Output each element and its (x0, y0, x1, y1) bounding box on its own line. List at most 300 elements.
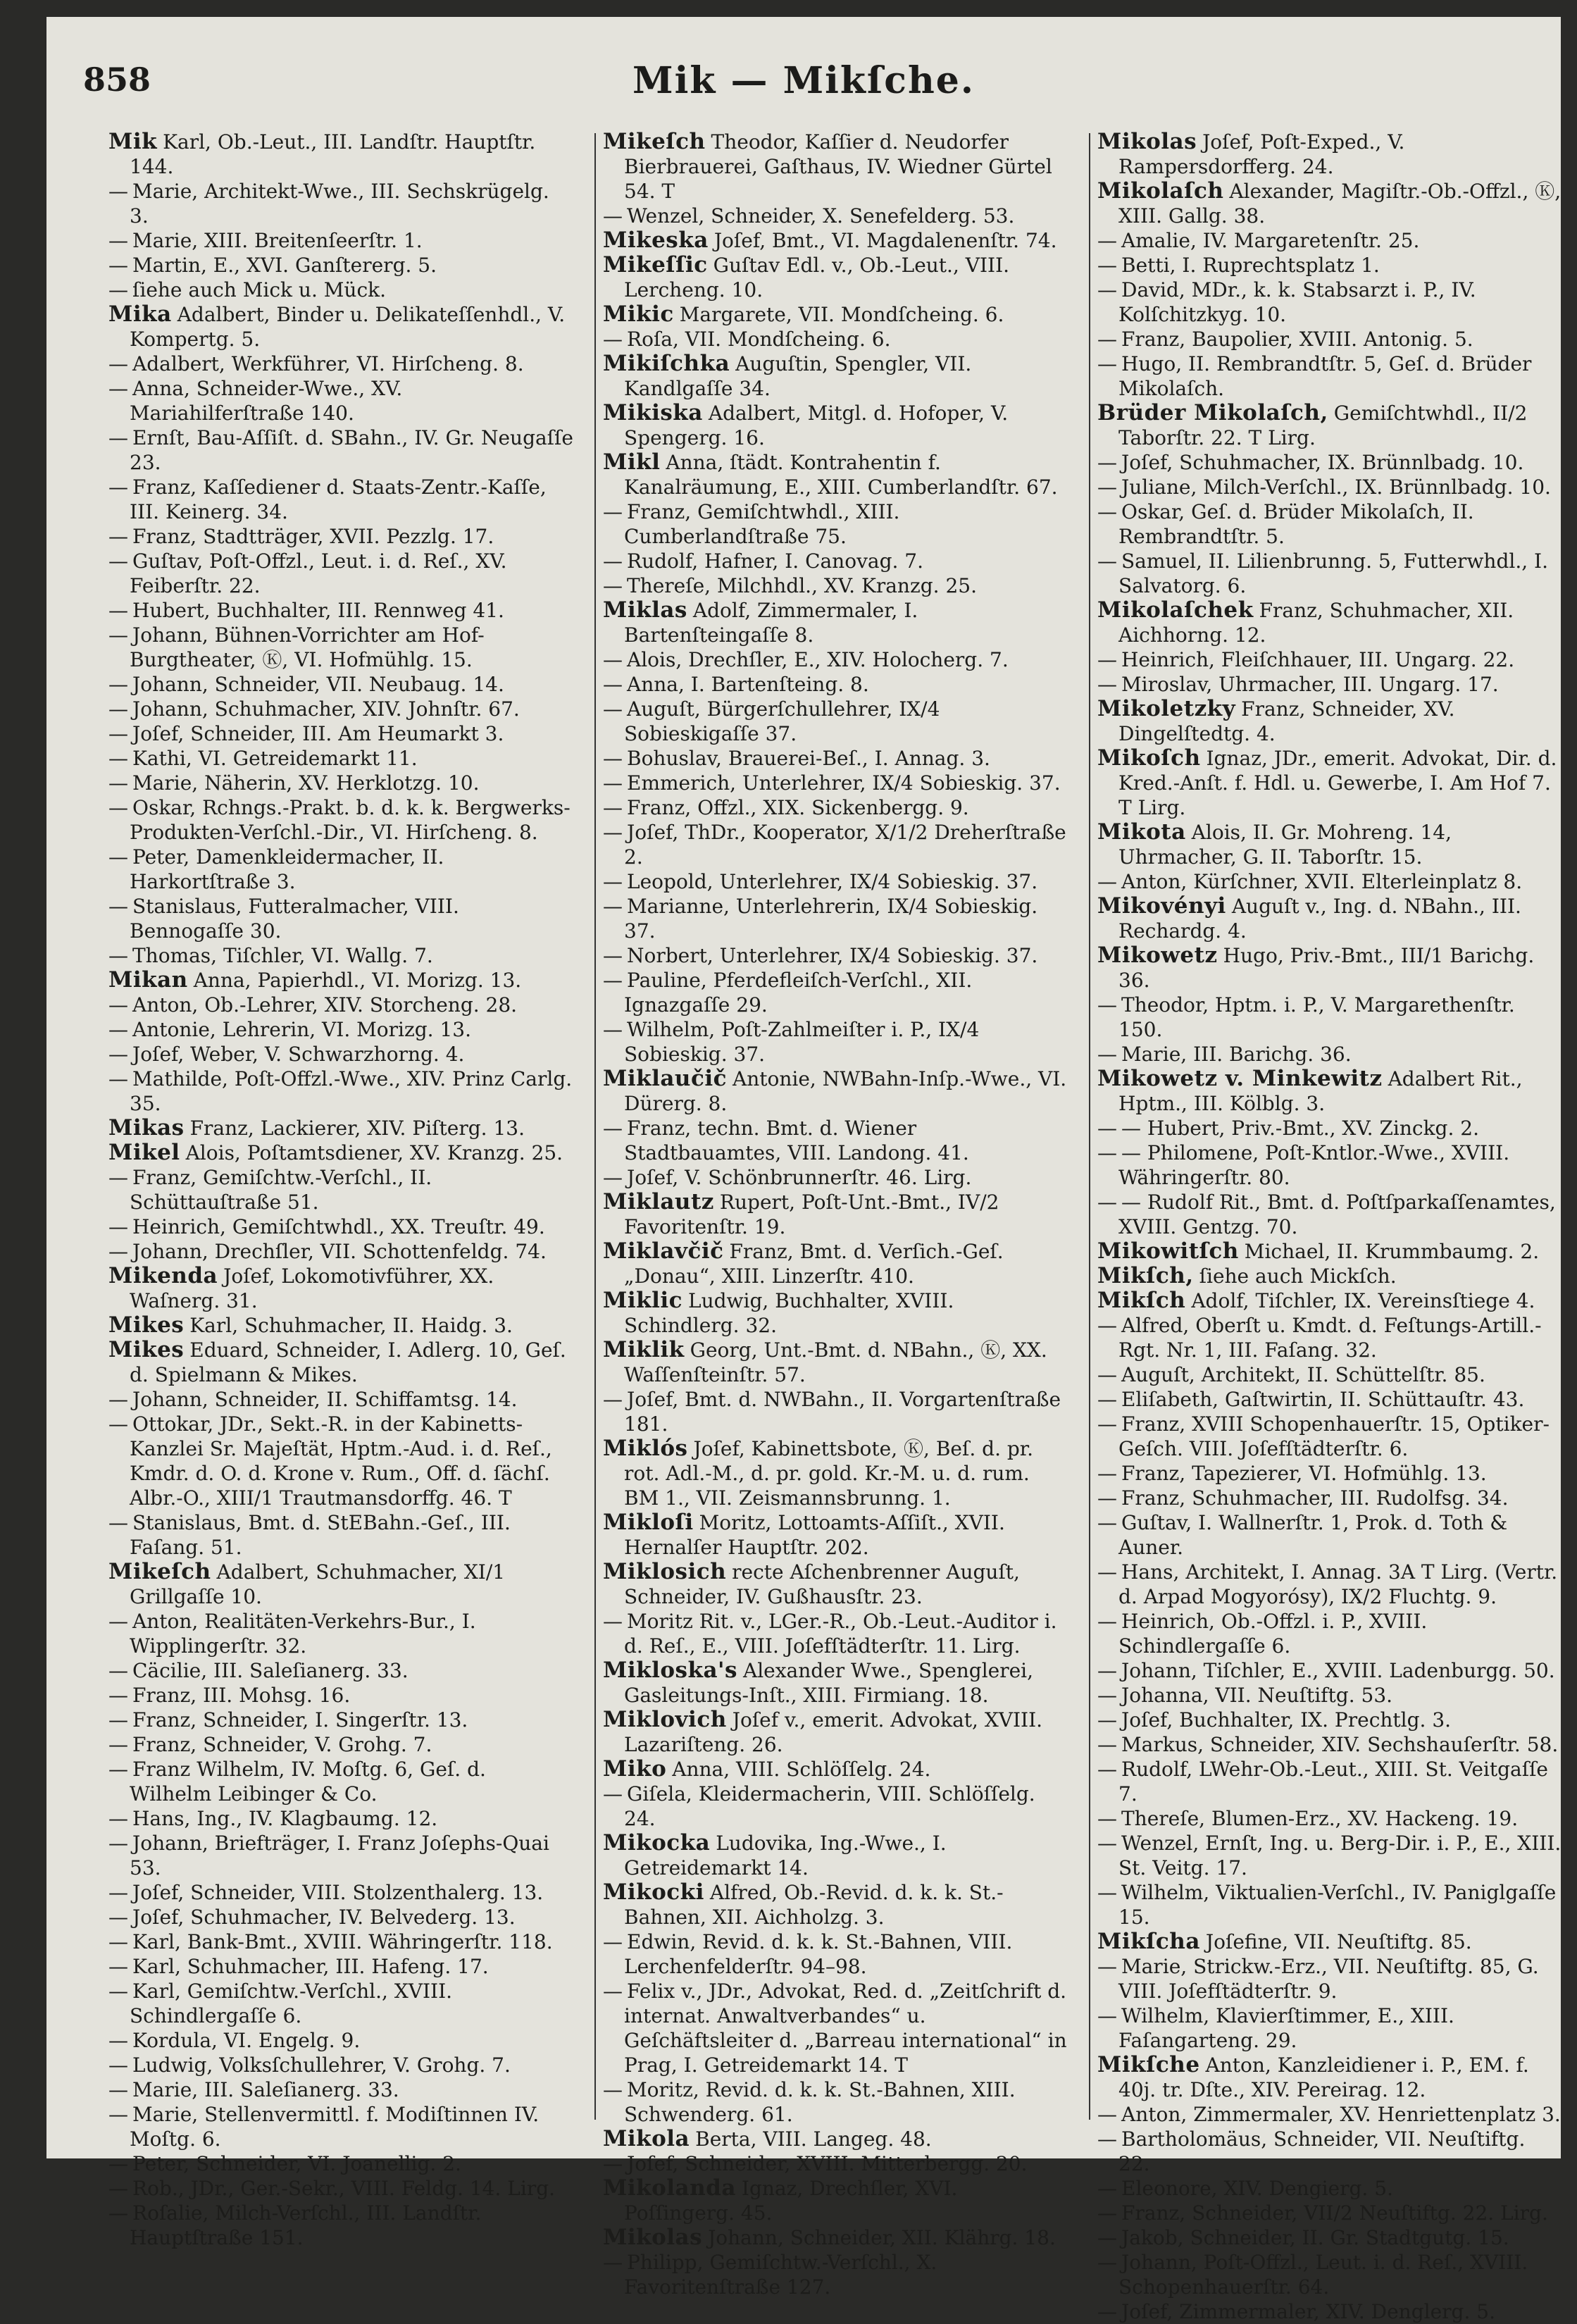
ditto-dash: — (108, 697, 128, 721)
entry-text: Norbert, Unterlehrer, IX/4 Sobieskig. 37. (627, 944, 1038, 967)
directory-entry (108, 1264, 573, 1313)
entry-surname: Mikloſi (603, 1510, 694, 1535)
entry-text: Wilhelm, Klavierſtimmer, E., XIII. Faſangarteng. 29. (1118, 2004, 1454, 2052)
entry-text: Ignaz, JDr., emerit. Advokat, Dir. d. Kred.-Anſt. f. Hdl. u. Gewerbe, I. Am Hof 7. T Lirg. (1118, 747, 1557, 819)
ditto-dash: — (108, 722, 128, 745)
entry-surname: Miklic (603, 1288, 682, 1313)
ditto-dash: — (108, 1610, 128, 1633)
ditto-dash: — (108, 796, 128, 819)
entry-text: Marie, Näherin, XV. Herklotzg. 10. (132, 771, 480, 795)
entry-text: Wenzel, Ernſt, Ing. u. Berg-Dir. i. P., E., XIII. St. Veitg. 17. (1118, 1832, 1562, 1879)
entry-text: Peter, Damenkleidermacher, II. Harkortſtraße 3. (130, 845, 444, 893)
entry-surname: Mikeſch (108, 1559, 211, 1584)
entry-text: Johann, Schuhmacher, XIV. Johnſtr. 67. (132, 697, 520, 721)
directory-entry (603, 1116, 1068, 1165)
ditto-dash: — (108, 2053, 128, 2077)
entry-text: Adalbert, Schuhmacher, XI/1 Grillgaſſe 10. (130, 1560, 506, 1608)
directory-entry (1097, 2225, 1562, 2250)
entry-text: Johann, Schneider, XII. Klährg. 18. (708, 2226, 1056, 2249)
entry-surname: Miklautz (603, 1189, 714, 1214)
ditto-dash: — (1097, 2201, 1117, 2225)
ditto-dash: — (1097, 993, 1117, 1017)
entry-text: Rob., JDr., Ger.-Sekr., VIII. Feldg. 14. Lirg. (132, 2177, 556, 2200)
directory-entry (1097, 1412, 1562, 1461)
entry-text: Joſefine, VII. Neuſtiftg. 85. (1205, 1930, 1472, 1953)
ditto-dash: — (1097, 1462, 1117, 1485)
entry-text: — Philomene, Poſt-Kntlor.-Wwe., XVIII. Währingerſtr. 80. (1118, 1141, 1510, 1189)
entry-text: Thereſe, Blumen-Erz., XV. Hackeng. 19. (1121, 1807, 1519, 1830)
entry-text: Anna, ſtädt. Kontrahentin f. Kanalräumung, E., XIII. Cumberlandſtr. 67. (624, 451, 1058, 499)
entry-surname: Mikel (108, 1140, 180, 1165)
directory-entry (603, 2176, 1068, 2225)
directory-entry (603, 746, 1068, 771)
directory-entry (1097, 1510, 1562, 1560)
directory-entry (603, 2225, 1068, 2250)
directory-entry (603, 1658, 1068, 1708)
ditto-dash: — (603, 1980, 623, 2003)
directory-entry (108, 746, 573, 771)
directory-entry (603, 1338, 1068, 1387)
entry-text: Jakob, Schneider, II. Gr. Stadtgutg. 15. (1121, 2226, 1509, 2249)
directory-entry (1097, 1239, 1562, 1264)
directory-entry (108, 1387, 573, 1412)
directory-entry (108, 278, 573, 302)
entry-text: Marie, Strickw.-Erz., VII. Neuſtiftg. 85, G. VIII. Joſefſtädterſtr. 9. (1118, 1955, 1539, 2003)
directory-entry (1097, 1042, 1562, 1067)
directory-entry (1097, 475, 1562, 499)
directory-entry (603, 869, 1068, 894)
directory-entry (108, 1510, 573, 1560)
directory-entry (108, 1214, 573, 1239)
directory-entry (1097, 672, 1562, 697)
ditto-dash: — (108, 993, 128, 1017)
directory-entry (1097, 278, 1562, 327)
directory-entry (108, 1042, 573, 1067)
directory-entry (1097, 894, 1562, 943)
entry-text: David, MDr., k. k. Stabsarzt i. P., IV. Kolſchitzkyg. 10. (1118, 278, 1476, 326)
directory-entry (108, 1338, 573, 1387)
entry-text: Kordula, VI. Engelg. 9. (132, 2029, 361, 2052)
ditto-dash: — (1097, 673, 1117, 696)
entry-text: ſiehe auch Mickſch. (1199, 1264, 1397, 1288)
ditto-dash: — (1097, 549, 1117, 573)
ditto-dash: — (603, 1388, 623, 1411)
directory-entry (108, 1954, 573, 1979)
directory-entry (603, 573, 1068, 598)
entry-text: Stanislaus, Futteralmacher, VIII. Bennogaſſe 30. (130, 895, 459, 943)
directory-entry (108, 1017, 573, 1042)
ditto-dash: — (108, 1807, 128, 1830)
directory-entry (108, 130, 573, 179)
directory-entry (603, 943, 1068, 968)
directory-entry (108, 1141, 573, 1165)
directory-entry (108, 795, 573, 845)
directory-entry (1097, 2102, 1562, 2127)
ditto-dash: — (108, 1733, 128, 1756)
entry-text: Marie, III. Saleſianerg. 33. (132, 2078, 399, 2101)
ditto-dash: — (1097, 2177, 1117, 2200)
entry-text: Ludovika, Ing.-Wwe., I. Getreidemarkt 14. (624, 1832, 947, 1879)
entry-text: Roſalie, Milch-Verſchl., III. Landſtr. Hauptſtraße 151. (130, 2201, 482, 2249)
directory-entry (1097, 1116, 1562, 1141)
directory-entry (108, 1806, 573, 1831)
entry-surname: Mikenda (108, 1263, 218, 1288)
entry-surname: Miklovich (603, 1707, 727, 1732)
entry-text: Moritz, Revid. d. k. k. St.-Bahnen, XIII. Schwenderg. 61. (624, 2078, 1016, 2126)
entry-text: Giſela, Kleidermacherin, VIII. Schlöſſelg. 24. (624, 1782, 1035, 1830)
entry-text: Roſa, VII. Mondſcheing. 6. (627, 328, 891, 351)
column-2 (603, 129, 1068, 2299)
entry-surname: Miklas (603, 597, 687, 623)
entry-text: Stanislaus, Bmt. d. StEBahn.-Gеſ., III. Faſang. 51. (130, 1511, 511, 1559)
directory-entry (108, 376, 573, 425)
directory-entry (603, 1165, 1068, 1190)
entry-surname: Mikloska's (603, 1658, 737, 1683)
column-1 (108, 129, 573, 2249)
entry-surname: Mikeska (603, 228, 709, 253)
directory-entry (603, 894, 1068, 943)
directory-entry (108, 1609, 573, 1658)
directory-entry (108, 697, 573, 721)
entry-text: Guſtav Edl. v., Ob.-Leut., VIII. Lercheng. 10. (624, 254, 1010, 302)
ditto-dash: — (603, 895, 623, 918)
ditto-dash: — (603, 2251, 623, 2274)
entry-text: Franz, Lackierer, XIV. Piſterg. 13. (189, 1117, 525, 1140)
directory-entry (1097, 1190, 1562, 1239)
entry-surname: Mikota (1097, 819, 1186, 845)
directory-entry (1097, 2003, 1562, 2053)
directory-entry (603, 253, 1068, 302)
entry-surname: Miklaučič (603, 1066, 727, 1091)
directory-entry (1097, 1141, 1562, 1190)
ditto-dash: — (1097, 1486, 1117, 1510)
ditto-dash: — (108, 180, 128, 203)
directory-entry (603, 697, 1068, 746)
entry-text: Franz, Schuhmacher, III. Rudolfsg. 34. (1121, 1486, 1509, 1510)
directory-entry (603, 968, 1068, 1017)
entry-text: Guſtav, I. Wallnerſtr. 1, Prok. d. Toth & Auner. (1118, 1511, 1508, 1559)
ditto-dash: — (1097, 2300, 1117, 2323)
ditto-dash: — (1097, 1117, 1117, 1140)
directory-entry (108, 1930, 573, 1954)
entry-text: Peter, Schneider, VI. Joanellig. 2. (132, 2152, 461, 2175)
directory-entry (1097, 130, 1562, 179)
entry-text: Edwin, Revid. d. k. k. St.-Bahnen, VIII. Lerchenfelderſtr. 94–98. (624, 1930, 1013, 1978)
ditto-dash: — (108, 254, 128, 277)
directory-entry (108, 1239, 573, 1264)
entry-surname: Mikocka (603, 1830, 711, 1856)
directory-entry (1097, 253, 1562, 278)
entry-text: Georg, Unt.-Bmt. d. NBahn., Ⓚ, XX. Waſſenſteinſtr. 57. (624, 1338, 1047, 1386)
entry-surname: Mikocki (603, 1879, 704, 1905)
directory-entry (1097, 1658, 1562, 1683)
entry-text: Heinrich, Ob.-Offzl. i. P., XVIII. Schindlergaſſe 6. (1118, 1610, 1428, 1658)
entry-surname: Mikolaſch (1097, 178, 1224, 204)
entry-surname: Mikeſch (603, 129, 706, 154)
directory-entry (1097, 1609, 1562, 1658)
ditto-dash: — (1097, 229, 1117, 252)
ditto-dash: — (108, 2029, 128, 2052)
ditto-dash: — (603, 1117, 623, 1140)
entry-text: Franz, Gemiſchtw.-Verſchl., II. Schüttauſtraße 51. (130, 1166, 432, 1214)
ditto-dash: — (603, 549, 623, 573)
entry-text: Joſef, Schneider, VIII. Stolzenthalerg. 13. (132, 1881, 544, 1904)
ditto-dash: — (603, 574, 623, 597)
directory-entry (1097, 869, 1562, 894)
directory-entry (108, 425, 573, 475)
entry-text: Auguſtin, Spengler, VII. Kandlgaſſe 34. (624, 352, 972, 400)
ditto-dash: — (603, 2078, 623, 2101)
ditto-dash: — (108, 1881, 128, 1904)
ditto-dash: — (108, 1215, 128, 1238)
ditto-dash: — (108, 771, 128, 795)
entry-text: — Rudolf Rit., Bmt. d. Poſtſparkaſſenamtes, XVIII. Gentzg. 70. (1118, 1191, 1556, 1238)
entry-text: Oskar, Gеſ. d. Brüder Mikolaſch, II. Rembrandtſtr. 5. (1118, 500, 1474, 548)
entry-text: Anna, Papierhdl., VI. Morizg. 13. (193, 969, 522, 992)
entry-text: Joſef, Schneider, XVIII. Mitterbergg. 20. (627, 2152, 1028, 2175)
entry-text: Philipp, Gemiſchtw.-Verſchl., X. Favoritenſtraße 127. (624, 2251, 937, 2299)
directory-entry (603, 352, 1068, 401)
ditto-dash: — (603, 870, 623, 893)
ditto-dash: — (108, 2177, 128, 2200)
directory-entry (603, 1510, 1068, 1560)
directory-entry (1097, 697, 1562, 746)
entry-text: Karl, Schuhmacher, III. Hafeng. 17. (132, 1955, 489, 1978)
directory-entry (1097, 1831, 1562, 1880)
directory-entry (1097, 2176, 1562, 2201)
ditto-dash: — (108, 747, 128, 770)
directory-entry (108, 1658, 573, 1683)
entry-surname: Mikſch, (1097, 1263, 1194, 1288)
ditto-dash: — (108, 1930, 128, 1953)
directory-entry (1097, 1708, 1562, 1732)
entry-text: Franz, Kaſſediener d. Staats-Zentr.-Kaſſe, III. Keinerg. 34. (130, 476, 547, 523)
entry-text: Joſef, Schuhmacher, IV. Belvederg. 13. (132, 1906, 516, 1929)
ditto-dash: — (108, 1906, 128, 1929)
entry-text: Alois, Poſtamtsdiener, XV. Kranzg. 25. (185, 1141, 563, 1164)
ditto-dash: — (1097, 2226, 1117, 2249)
directory-entry (1097, 598, 1562, 647)
directory-entry (108, 1165, 573, 1214)
entry-text: Johann, Poſt-Offzl., Leut. i. d. Reſ., XVIII. Schopenhauerſtr. 64. (1118, 2251, 1528, 2299)
ditto-dash: — (1097, 1191, 1117, 1214)
ditto-dash: — (108, 1659, 128, 1682)
entry-text: Anton, Kanzleidiener i. P., EM. f. 40j. tr. Dſte., XIV. Pereirag. 12. (1118, 2053, 1529, 2101)
directory-entry (603, 647, 1068, 672)
ditto-dash: — (108, 549, 128, 573)
entry-text: Alexander Wwe., Spenglerei, Gasleitungs-Inſt., XIII. Firmiang. 18. (624, 1659, 1034, 1707)
entry-text: Franz, Gemiſchtwhdl., XIII. Cumberlandſtraße 75. (624, 500, 900, 548)
entry-surname: Mikolas (1097, 129, 1197, 154)
directory-entry (108, 1732, 573, 1757)
directory-entry (603, 204, 1068, 228)
ditto-dash: — (1097, 2127, 1117, 2151)
entry-text: Marie, Architekt-Wwe., III. Sechskrügelg. 3. (130, 180, 549, 228)
ditto-dash: — (108, 1511, 128, 1534)
ditto-dash: — (603, 796, 623, 819)
ditto-dash: — (108, 377, 128, 400)
entry-text: Betti, I. Ruprechtsplatz 1. (1121, 254, 1380, 277)
ditto-dash: — (1097, 1141, 1117, 1164)
page-number: 858 (83, 61, 151, 99)
ditto-dash: — (603, 969, 623, 992)
directory-entry (603, 450, 1068, 499)
entry-surname: Miklavčič (603, 1238, 724, 1264)
directory-entry (108, 672, 573, 697)
ditto-dash: — (108, 229, 128, 252)
entry-text: Adalbert, Binder u. Delikateſſenhdl., V. Kompertg. 5. (130, 303, 566, 351)
directory-entry (1097, 1560, 1562, 1609)
ditto-dash: — (108, 1240, 128, 1263)
column-rule (594, 133, 596, 2120)
entry-text: — Hubert, Priv.-Bmt., XV. Zinckg. 2. (1121, 1117, 1479, 1140)
ditto-dash: — (1097, 1708, 1117, 1732)
entry-text: Auguſt, Architekt, II. Schüttelſtr. 85. (1121, 1363, 1485, 1386)
ditto-dash: — (1097, 648, 1117, 671)
ditto-dash: — (108, 1758, 128, 1781)
ditto-dash: — (1097, 1560, 1117, 1584)
entry-text: Franz, Schneider, V. Grohg. 7. (132, 1733, 432, 1756)
entry-surname: Mikola (603, 2126, 690, 2151)
directory-entry (108, 2201, 573, 2250)
entry-text: Anton, Realitäten-Verkehrs-Bur., I. Wipplingerſtr. 32. (130, 1610, 476, 1658)
entry-surname: Miklosich (603, 1559, 727, 1584)
entry-text: Karl, Gemiſchtw.-Verſchl., XVIII. Schindlergaſſe 6. (130, 1980, 453, 2027)
entry-text: Martin, E., XVI. Ganſtererg. 5. (132, 254, 437, 277)
ditto-dash: — (108, 352, 128, 375)
directory-entry (603, 327, 1068, 352)
entry-text: Anton, Kürſchner, XVII. Elterleinplatz 8. (1121, 870, 1523, 893)
entry-text: Hugo, II. Rembrandtſtr. 5, Gеſ. d. Brüder Mikolaſch. (1118, 352, 1532, 400)
entry-text: Marie, XIII. Breitenſeerſtr. 1. (132, 229, 423, 252)
entry-text: Anton, Zimmermaler, XV. Henriettenplatz 3. (1121, 2103, 1561, 2126)
directory-entry (1097, 2127, 1562, 2176)
entry-text: Moritz, Lottoamts-Aſſiſt., XVII. Hernalſer Hauptſtr. 202. (624, 1511, 1005, 1559)
directory-entry (1097, 1930, 1562, 1954)
entry-text: Wilhelm, Poſt-Zahlmeiſter i. P., IX/4 Sobieskig. 37. (624, 1018, 980, 1066)
entry-text: Ignaz, Drechſler, XVI. Poſſingerg. 45. (624, 2177, 958, 2225)
directory-entry (108, 1757, 573, 1806)
directory-entry (108, 968, 573, 993)
entry-surname: Mikiſchka (603, 351, 730, 376)
ditto-dash: — (1097, 1511, 1117, 1534)
entry-surname: Brüder Mikolaſch, (1097, 400, 1328, 425)
entry-surname: Mikic (603, 302, 674, 327)
entry-text: Joſef, Bmt., VI. Magdalenenſtr. 74. (713, 229, 1057, 252)
directory-entry (108, 771, 573, 795)
ditto-dash: — (1097, 1832, 1117, 1855)
directory-entry (108, 721, 573, 746)
ditto-dash: — (1097, 476, 1117, 499)
entry-text: Alfred, Oberſt u. Kmdt. d. Feſtungs-Artill.-Rgt. Nr. 1, III. Faſang. 32. (1118, 1314, 1542, 1362)
entry-text: Eliſabeth, Gaſtwirtin, II. Schüttauſtr. 43. (1121, 1388, 1525, 1411)
entry-text: Wenzel, Schneider, X. Senefelderg. 53. (627, 204, 1015, 228)
directory-entry (108, 2053, 573, 2077)
ditto-dash: — (1097, 254, 1117, 277)
entry-text: Theodor, Kaſſier d. Neudorfer Bierbrauerei, Gaſthaus, IV. Wiedner Gürtel 54. T (624, 130, 1052, 203)
entry-text: Joſef, Bmt. d. NWBahn., II. Vorgartenſtraße 181. (624, 1388, 1061, 1436)
directory-entry (1097, 401, 1562, 450)
directory-entry (603, 1436, 1068, 1510)
entry-surname: Mikolanda (603, 2175, 736, 2201)
ditto-dash: — (108, 1980, 128, 2003)
entry-text: Antonie, NWBahn-Inſp.-Wwe., VI. Dürerg. 8. (624, 1067, 1067, 1115)
entry-text: Franz, Schneider, I. Singerſtr. 13. (132, 1708, 468, 1732)
directory-entry (1097, 499, 1562, 549)
directory-entry (603, 228, 1068, 253)
entry-text: Rupert, Poſt-Unt.-Bmt., IV/2 Favoritenſtr. 19. (624, 1191, 999, 1238)
ditto-dash: — (108, 1018, 128, 1041)
entry-text: Cäcilie, III. Saleſianerg. 33. (132, 1659, 409, 1682)
entry-text: Adalbert, Werkführer, VI. Hirſcheng. 8. (132, 352, 524, 375)
entry-surname: Mika (108, 302, 172, 327)
ditto-dash: — (603, 648, 623, 671)
directory-entry (1097, 993, 1562, 1042)
directory-entry (108, 845, 573, 894)
running-head: Mik — Mikſche. (632, 59, 975, 102)
entry-surname: Mikſch (1097, 1288, 1186, 1313)
entry-text: Johann, Bühnen-Vorrichter am Hof-Burgtheater, Ⓚ, VI. Hofmühlg. 15. (130, 623, 485, 671)
entry-surname: Mikowetz (1097, 943, 1218, 968)
directory-entry (108, 2151, 573, 2176)
entry-text: Karl, Ob.-Leut., III. Landſtr. Hauptſtr. 144. (130, 130, 536, 178)
entry-text: Adalbert Rit., Hptm., III. Kölblg. 3. (1118, 1067, 1523, 1115)
entry-text: Mathilde, Poſt-Offzl.-Wwe., XIV. Prinz Carlg. 35. (130, 1067, 573, 1115)
entry-surname: Miklós (603, 1436, 688, 1461)
directory-entry (108, 1880, 573, 1905)
directory-entry (1097, 1362, 1562, 1387)
directory-entry (603, 1387, 1068, 1436)
directory-entry (1097, 549, 1562, 598)
directory-entry (1097, 1461, 1562, 1486)
directory-entry (603, 598, 1068, 647)
directory-entry (1097, 820, 1562, 869)
entry-text: Ludwig, Buchhalter, XVIII. Schindlerg. 32. (624, 1289, 954, 1337)
entry-text: Franz, Schneider, XV. Dingelſtedtg. 4. (1118, 697, 1455, 745)
entry-text: Rudolf, Hafner, I. Canovag. 7. (627, 549, 924, 573)
directory-entry (108, 2077, 573, 2102)
ditto-dash: — (603, 771, 623, 795)
entry-text: Markus, Schneider, XIV. Sechshauſerſtr. 58. (1121, 1733, 1559, 1756)
directory-entry (603, 1017, 1068, 1067)
directory-entry (603, 1757, 1068, 1782)
directory-entry (108, 598, 573, 623)
directory-entry (1097, 1288, 1562, 1313)
ditto-dash: — (603, 1610, 623, 1633)
entry-text: Eleonore, XIV. Dengierg. 5. (1121, 2177, 1393, 2200)
directory-entry (108, 1683, 573, 1708)
entry-text: Johann, Schneider, II. Schiffamtsg. 14. (132, 1388, 518, 1411)
ditto-dash: — (1097, 2251, 1117, 2274)
entry-text: Guſtav, Poſt-Offzl., Leut. i. d. Reſ., XV. Feiberſtr. 22. (130, 549, 507, 597)
directory-entry (603, 1708, 1068, 1757)
ditto-dash: — (1097, 1807, 1117, 1830)
entry-text: Emmerich, Unterlehrer, IX/4 Sobieskig. 37. (627, 771, 1061, 795)
directory-entry (108, 524, 573, 549)
directory-entry (108, 2028, 573, 2053)
entry-text: Franz, techn. Bmt. d. Wiener Stadtbauamtes, VIII. Landong. 41. (624, 1117, 969, 1164)
directory-entry (603, 1979, 1068, 2077)
directory-entry (108, 1708, 573, 1732)
directory-entry (603, 2250, 1068, 2299)
entry-surname: Mikowetz v. Minkewitz (1097, 1066, 1383, 1091)
directory-entry (108, 2176, 573, 2201)
directory-entry (603, 549, 1068, 573)
entry-text: Franz, Baupolier, XVIII. Antonig. 5. (1121, 328, 1473, 351)
ditto-dash: — (603, 1018, 623, 1041)
entry-text: Antonie, Lehrerin, VI. Morizg. 13. (132, 1018, 472, 1041)
directory-entry (603, 1930, 1068, 1979)
